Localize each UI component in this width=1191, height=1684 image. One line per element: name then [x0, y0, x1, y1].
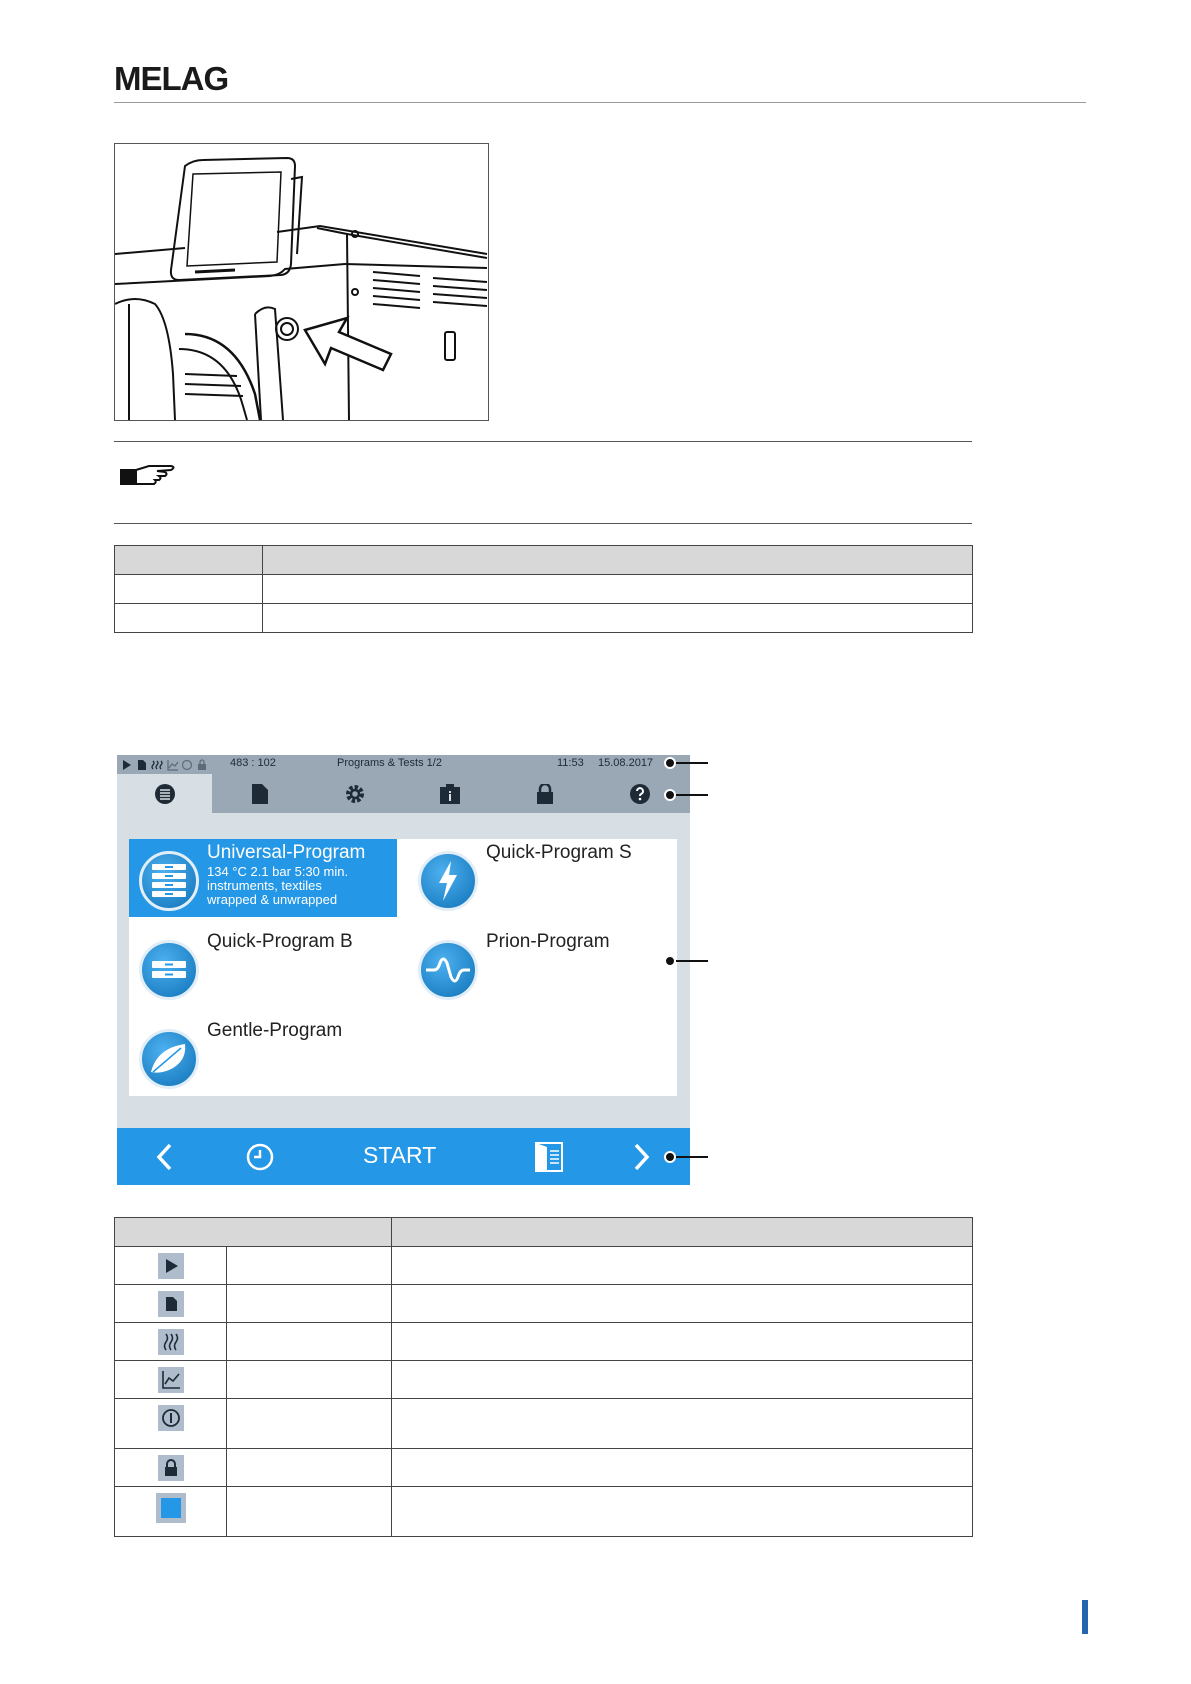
table-cell [227, 1285, 392, 1323]
gear-icon [344, 783, 366, 805]
table-row [115, 575, 973, 604]
table-cell [392, 1449, 973, 1487]
table-row [115, 1247, 973, 1285]
program-detail: instruments, textiles [207, 878, 322, 893]
table-cell [115, 1399, 227, 1449]
program-detail: wrapped & unwrapped [207, 892, 338, 907]
table-cell [115, 1361, 227, 1399]
chevron-right-icon[interactable] [633, 1143, 651, 1171]
autoclave-drawing [115, 144, 488, 420]
tab-bar [117, 774, 690, 813]
status-icons [123, 759, 218, 771]
table-row [115, 604, 973, 633]
callout-program-area [671, 960, 708, 962]
table-cell [115, 1247, 227, 1285]
program-list-icon [154, 783, 176, 805]
table-header-row [115, 1218, 973, 1247]
program-gentle[interactable] [129, 1017, 397, 1095]
device-illustration [114, 143, 489, 421]
document-icon [252, 784, 268, 804]
status-date: 15.08.2017 [598, 757, 654, 769]
screen-title: Programs & Tests 1/2 [337, 757, 442, 769]
program-quick-s[interactable] [408, 839, 676, 917]
quick-b-icon [139, 940, 199, 1000]
callout-marker [664, 757, 676, 769]
tab-info[interactable] [402, 774, 497, 813]
status-bar [117, 755, 690, 774]
chart-icon [158, 1367, 184, 1393]
tab-program-list[interactable] [117, 774, 212, 813]
table-cell [227, 1247, 392, 1285]
pointing-hand-icon [119, 462, 177, 493]
note-bottom-rule [114, 523, 972, 524]
page-marker [1082, 1600, 1088, 1634]
status-time: 11:53 [557, 757, 584, 769]
table-header-cell [115, 1218, 392, 1247]
info-clipboard-icon [440, 784, 460, 804]
callout-status-bar [671, 762, 708, 764]
table-cell [227, 1449, 392, 1487]
door-open-icon[interactable] [535, 1142, 563, 1172]
program-quick-b[interactable] [129, 928, 397, 1006]
help-icon [629, 783, 651, 805]
table-cell [115, 1323, 227, 1361]
table-cell [115, 1285, 227, 1323]
status-icon-table [114, 1217, 973, 1537]
table-cell [115, 1487, 227, 1537]
start-button[interactable]: START [363, 1142, 437, 1168]
header-divider [114, 102, 1086, 103]
program-name: Universal-Program [207, 842, 366, 863]
program-panel [129, 839, 677, 1096]
table-cell [392, 1361, 973, 1399]
tab-settings[interactable] [307, 774, 402, 813]
table-cell [392, 1323, 973, 1361]
callout-marker [664, 955, 676, 967]
table-row [115, 1285, 973, 1323]
lock-icon [537, 784, 553, 804]
document-icon [158, 1291, 184, 1317]
table-row [115, 1399, 973, 1449]
callout-marker [664, 789, 676, 801]
program-name: Gentle-Program [207, 1020, 343, 1041]
chevron-left-icon[interactable] [155, 1143, 173, 1171]
table-cell [227, 1399, 392, 1449]
feather-icon [139, 1029, 199, 1089]
table-row [115, 1361, 973, 1399]
program-universal[interactable] [129, 839, 397, 917]
info-table [114, 545, 973, 633]
table-cell [263, 575, 973, 604]
callout-tab-bar [671, 794, 708, 796]
table-cell [392, 1487, 973, 1537]
program-name: Quick-Program S [486, 842, 632, 863]
timer-icon[interactable] [246, 1143, 274, 1171]
bottom-action-bar [117, 1128, 690, 1185]
program-prion[interactable] [408, 928, 676, 1006]
note-top-rule [114, 441, 972, 442]
program-detail: 134 °C 2.1 bar 5:30 min. [207, 864, 349, 879]
table-cell [227, 1361, 392, 1399]
table-header-cell [263, 546, 973, 575]
table-header-row [115, 546, 973, 575]
table-cell [115, 575, 263, 604]
lock-icon [158, 1455, 184, 1481]
table-row [115, 1449, 973, 1487]
table-cell [227, 1323, 392, 1361]
table-cell [392, 1285, 973, 1323]
brand-logo: MELAG [114, 60, 229, 97]
table-cell [392, 1399, 973, 1449]
table-cell [227, 1487, 392, 1537]
table-header-cell [115, 546, 263, 575]
prion-icon [418, 940, 478, 1000]
tab-protocols[interactable] [212, 774, 307, 813]
program-name: Quick-Program B [207, 931, 353, 952]
tab-lock[interactable] [497, 774, 592, 813]
table-row [115, 1323, 973, 1361]
table-cell [392, 1247, 973, 1285]
cycle-counter: 483 : 102 [230, 757, 276, 769]
table-header-cell [392, 1218, 973, 1247]
play-icon [158, 1253, 184, 1279]
table-cell [263, 604, 973, 633]
callout-marker [664, 1151, 676, 1163]
universal-icon [139, 851, 199, 911]
program-name: Prion-Program [486, 931, 610, 952]
table-cell [115, 1449, 227, 1487]
heat-icon [158, 1329, 184, 1355]
info-icon [158, 1405, 184, 1431]
table-cell [115, 604, 263, 633]
blue-square-icon [156, 1493, 186, 1523]
lightning-icon [418, 851, 478, 911]
callout-bottom-bar [671, 1156, 708, 1158]
table-row [115, 1487, 973, 1537]
